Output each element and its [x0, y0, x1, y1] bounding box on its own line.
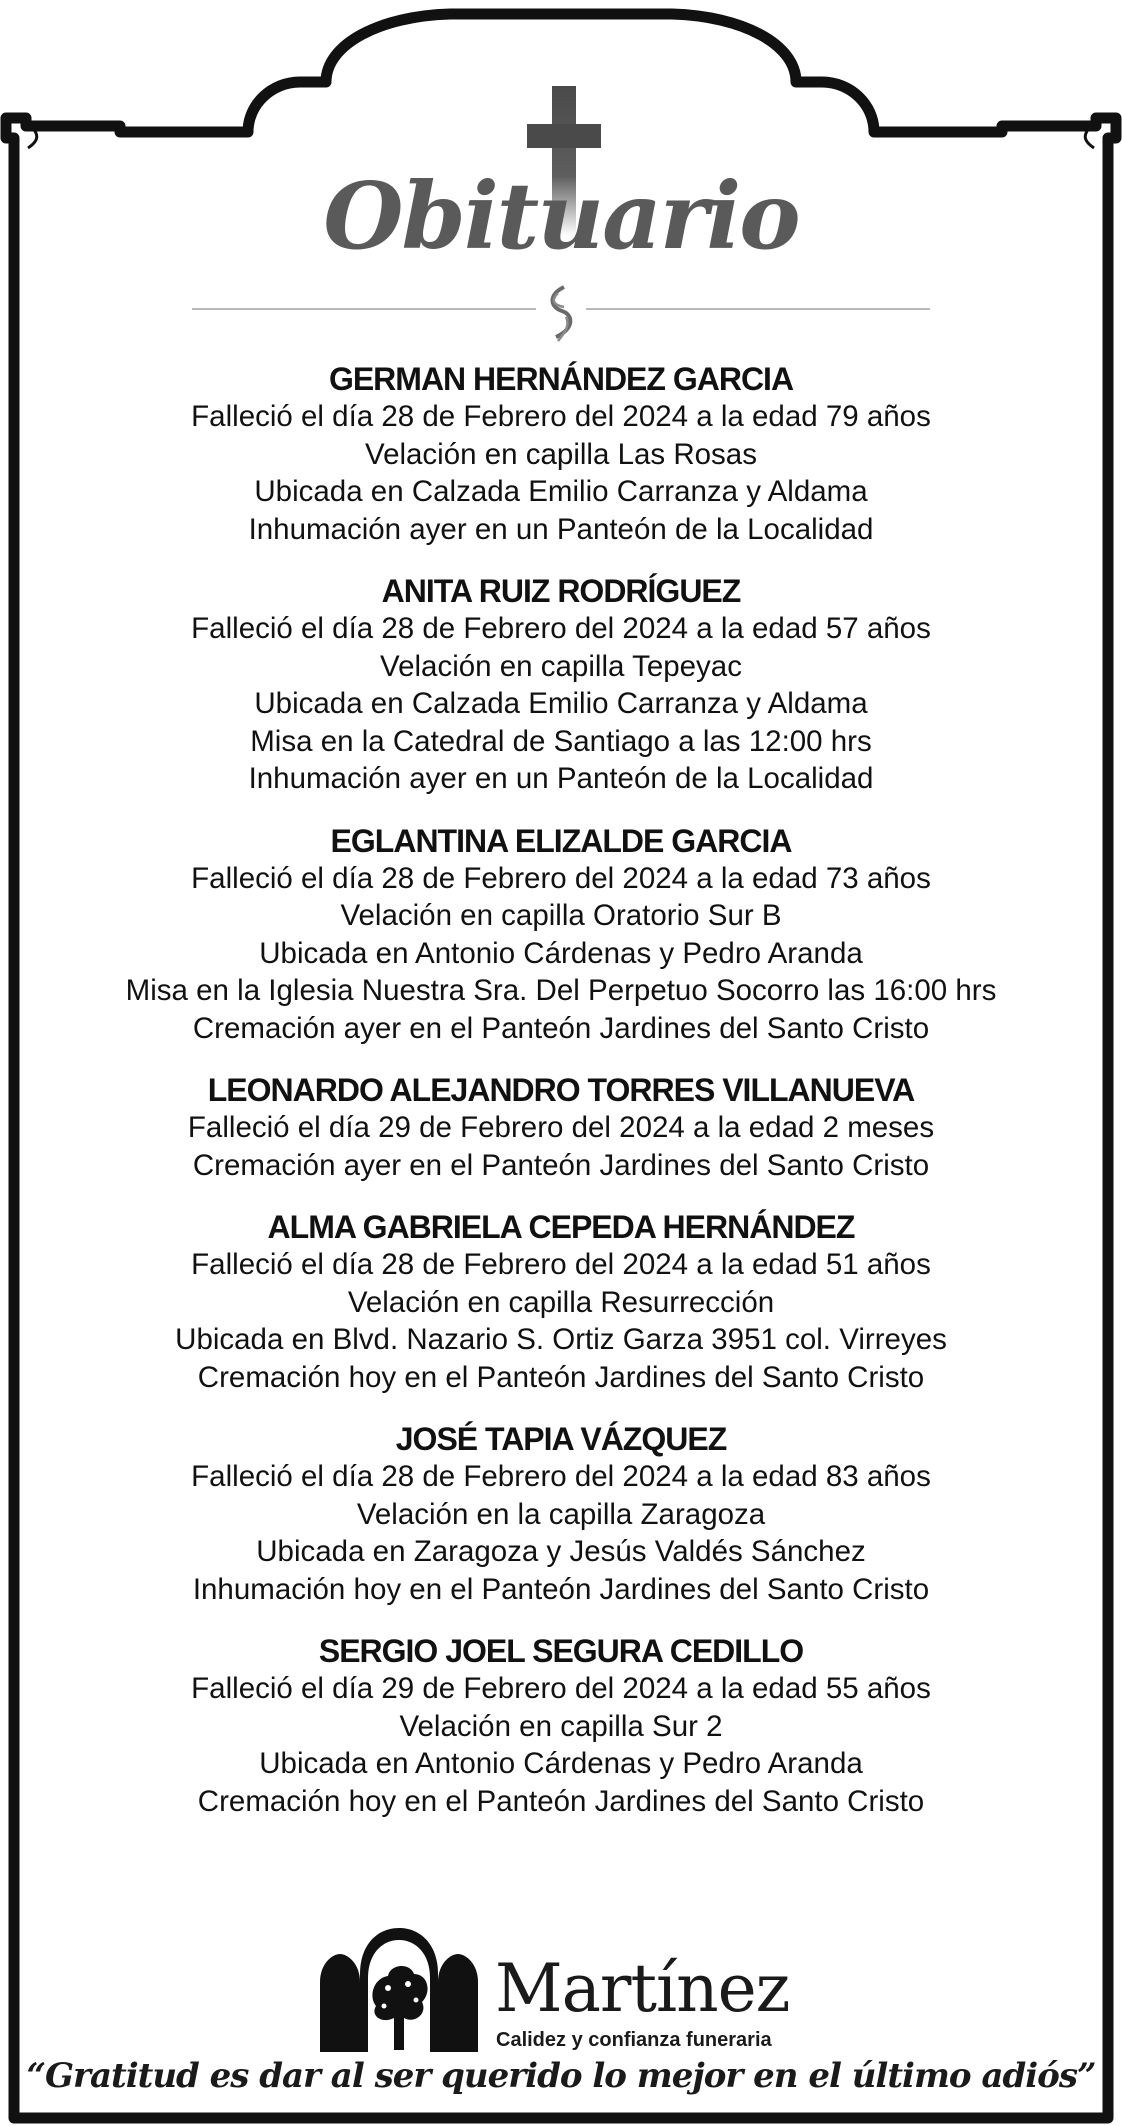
obituary-detail-line: Ubicada en Antonio Cárdenas y Pedro Aranda: [259, 1747, 863, 1780]
obituary-detail-line: Ubicada en Calzada Emilio Carranza y Aldama: [254, 687, 868, 720]
obituary-detail-line: Falleció el día 29 de Febrero del 2024 a la edad 2 meses: [187, 1111, 935, 1144]
obituary-detail-line: Velación en capilla Oratorio Sur B: [340, 899, 782, 932]
obituary-detail-line: Falleció el día 28 de Febrero del 2024 a la edad 79 años: [191, 400, 931, 433]
obituary-detail-line: Velación en capilla Las Rosas: [365, 437, 757, 471]
title-block: [0, 162, 1122, 270]
footer-quote: “Gratitud es dar al ser querido lo mejor en el último adiós”: [26, 2056, 1096, 2096]
obituary-detail-line: Cremación ayer en el Panteón Jardines del Santo Cristo: [192, 1011, 930, 1045]
obituary-entry: [30, 1632, 1092, 1820]
deceased-name: JOSÉ TAPIA VÁZQUEZ: [395, 1421, 727, 1457]
chapel-arches-logo-icon: [318, 1926, 480, 2052]
obituary-entry: [30, 360, 1092, 548]
deceased-name: EGLANTINA ELIZALDE GARCIA: [330, 822, 792, 859]
funeral-home-logo: [318, 1926, 798, 2052]
page-title: Obituario: [323, 162, 799, 270]
brand-slogan: Calidez y confianza funeraria: [496, 2029, 772, 2051]
obituary-detail-line: Cremación hoy en el Panteón Jardines del Santo Cristo: [197, 1360, 925, 1394]
obituary-detail-line: Velación en capilla Resurrección: [347, 1285, 775, 1319]
obituary-entry: [30, 822, 1092, 1048]
swirl-ornament-icon: [544, 285, 578, 343]
obituary-detail-line: Misa en la Iglesia Nuestra Sra. Del Perpetuo Socorro las 16:00 hrs: [125, 974, 997, 1007]
obituary-detail-line: Velación en capilla Tepeyac: [380, 649, 742, 683]
obituary-detail-line: Inhumación hoy en el Panteón Jardines del Santo Cristo: [192, 1572, 930, 1606]
obituary-entry: [30, 1420, 1092, 1608]
obituary-list: [30, 360, 1092, 1844]
obituary-entry: [30, 572, 1092, 798]
obituary-detail-line: Ubicada en Zaragoza y Jesús Valdés Sánchez: [256, 1535, 866, 1568]
deceased-name: LEONARDO ALEJANDRO TORRES VILLANUEVA: [207, 1072, 915, 1108]
obituary-detail-line: Cremación hoy en el Panteón Jardines del Santo Cristo: [197, 1784, 925, 1818]
obituary-detail-line: Misa en la Catedral de Santiago a las 12:00 hrs: [250, 724, 872, 758]
obituary-entry: [30, 1208, 1092, 1396]
brand-name: Martínez: [495, 1950, 790, 2027]
obituary-detail-line: Falleció el día 29 de Febrero del 2024 a la edad 55 años: [191, 1672, 931, 1705]
obituary-detail-line: Ubicada en Blvd. Nazario S. Ortiz Garza 3951 col. Virreyes: [175, 1323, 947, 1356]
divider-right: [586, 308, 930, 310]
obituary-detail-line: Velación en la capilla Zaragoza: [356, 1497, 766, 1531]
obituary-detail-line: Ubicada en Calzada Emilio Carranza y Aldama: [254, 475, 868, 508]
deceased-name: ANITA RUIZ RODRÍGUEZ: [381, 573, 741, 609]
obituary-entry: [30, 1071, 1092, 1184]
deceased-name: ALMA GABRIELA CEPEDA HERNÁNDEZ: [267, 1209, 855, 1245]
obituary-detail-line: Inhumación ayer en un Panteón de la Localidad: [248, 762, 874, 795]
obituary-detail-line: Ubicada en Antonio Cárdenas y Pedro Aranda: [259, 936, 863, 970]
obituary-detail-line: Inhumación ayer en un Panteón de la Localidad: [248, 512, 874, 546]
deceased-name: SERGIO JOEL SEGURA CEDILLO: [318, 1633, 804, 1669]
obituary-detail-line: Falleció el día 28 de Febrero del 2024 a la edad 57 años: [191, 612, 931, 645]
obituary-detail-line: Cremación ayer en el Panteón Jardines del Santo Cristo: [192, 1148, 930, 1182]
obituary-detail-line: Velación en capilla Sur 2: [399, 1709, 723, 1743]
obituary-detail-line: Falleció el día 28 de Febrero del 2024 a la edad 73 años: [191, 861, 931, 895]
deceased-name: GERMAN HERNÁNDEZ GARCIA: [328, 361, 794, 397]
obituary-detail-line: Falleció el día 28 de Febrero del 2024 a la edad 83 años: [191, 1460, 931, 1493]
divider-left: [192, 308, 536, 310]
obituary-detail-line: Falleció el día 28 de Febrero del 2024 a la edad 51 años: [191, 1248, 931, 1281]
